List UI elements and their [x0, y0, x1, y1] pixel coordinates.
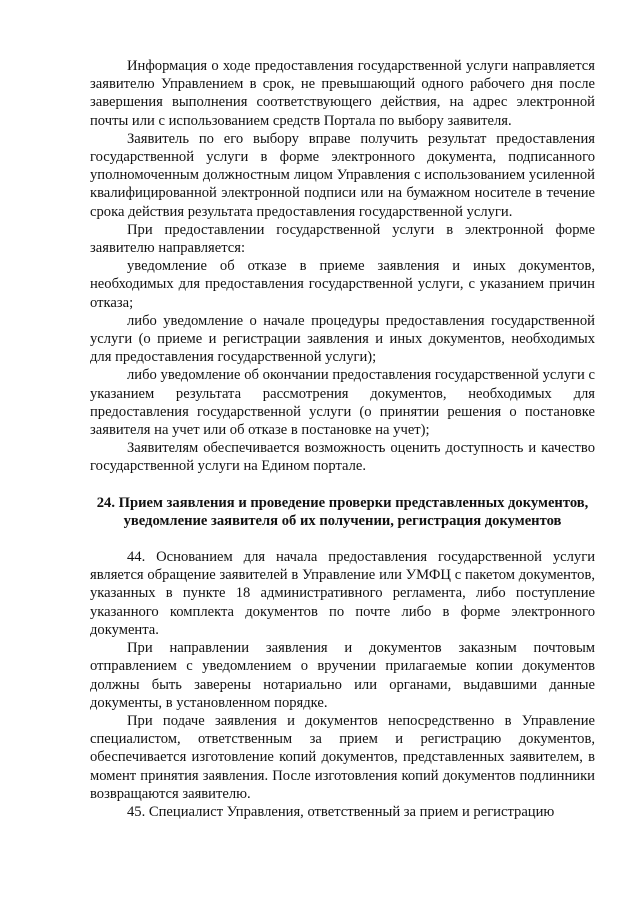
document-page — [90, 57, 595, 821]
paragraph-info-progress: Информация о ходе предоставления государственной услуги направляется заявителю Управлением в срок, не превышающий одного рабочего дня после завершения выполнения соответствующего действия, на адрес электронной почты или с использованием средств Портала по выбору заявителя. — [90, 58, 595, 129]
paragraph-in-person-copies: При подаче заявления и документов непосредственно в Управление специалистом, ответственным за прием и регистрацию документов, обеспечивается изготовление копий документов, представленных заявителем, в момент принятия заявления. После изготовления копий документов подлинники возвращаются заявителю. — [90, 712, 595, 802]
paragraph-45: 45. Специалист Управления, ответственный за прием и регистрацию — [127, 803, 555, 820]
list-item-start-notice: либо уведомление о начале процедуры предоставления государственной услуги (о приеме и регистрации заявления и иных документов, необходимых для предоставления государственной услуги); — [90, 312, 595, 366]
paragraph-quality-assessment: Заявителям обеспечивается возможность оценить доступность и качество государственной услуги на Едином портале. — [90, 440, 595, 475]
list-item-completion-notice: либо уведомление об окончании предоставления государственной услуги с указанием результата рассмотрения документов, необходимых для предоставления государственной услуги (о принятии решения о постановке заявителя на учет или об отказе в постановке на учет); — [90, 367, 595, 439]
paragraph-electronic-form: При предоставлении государственной услуги в электронной форме заявителю направляется: — [90, 221, 595, 257]
paragraph-postal-copies: При направлении заявления и документов заказным почтовым отправлением с уведомлением о вручении прилагаемые копии документов должны быть заверены нотариально или органами, выдавшими данные документы, в установленном порядке. — [90, 640, 595, 711]
section-heading: 24. Прием заявления и проведение проверки представленных документов, уведомление заявителя об их получении, регистрация документов — [96, 494, 589, 529]
paragraph-44: 44. Основанием для начала предоставления государственной услуги является обращение заявителей в Управление или УМФЦ с пакетом документов, указанных в пункте 18 административного регламента, либо поступление указанного комплекта документов по почте либо в форме электронного документа. — [90, 549, 595, 638]
paragraph-result-choice: Заявитель по его выбору вправе получить результат предоставления государственной услуги в форме электронного документа, подписанного уполномоченным должностным лицом Управления с использованием усиленной квалифицированной электронной подписи или на бумажном носителе в течение срока действия результата предоставления государственной услуги. — [90, 130, 595, 220]
list-item-refusal-notice: уведомление об отказе в приеме заявления и иных документов, необходимых для предоставления государственной услуги, с указанием причин отказа; — [90, 258, 595, 311]
